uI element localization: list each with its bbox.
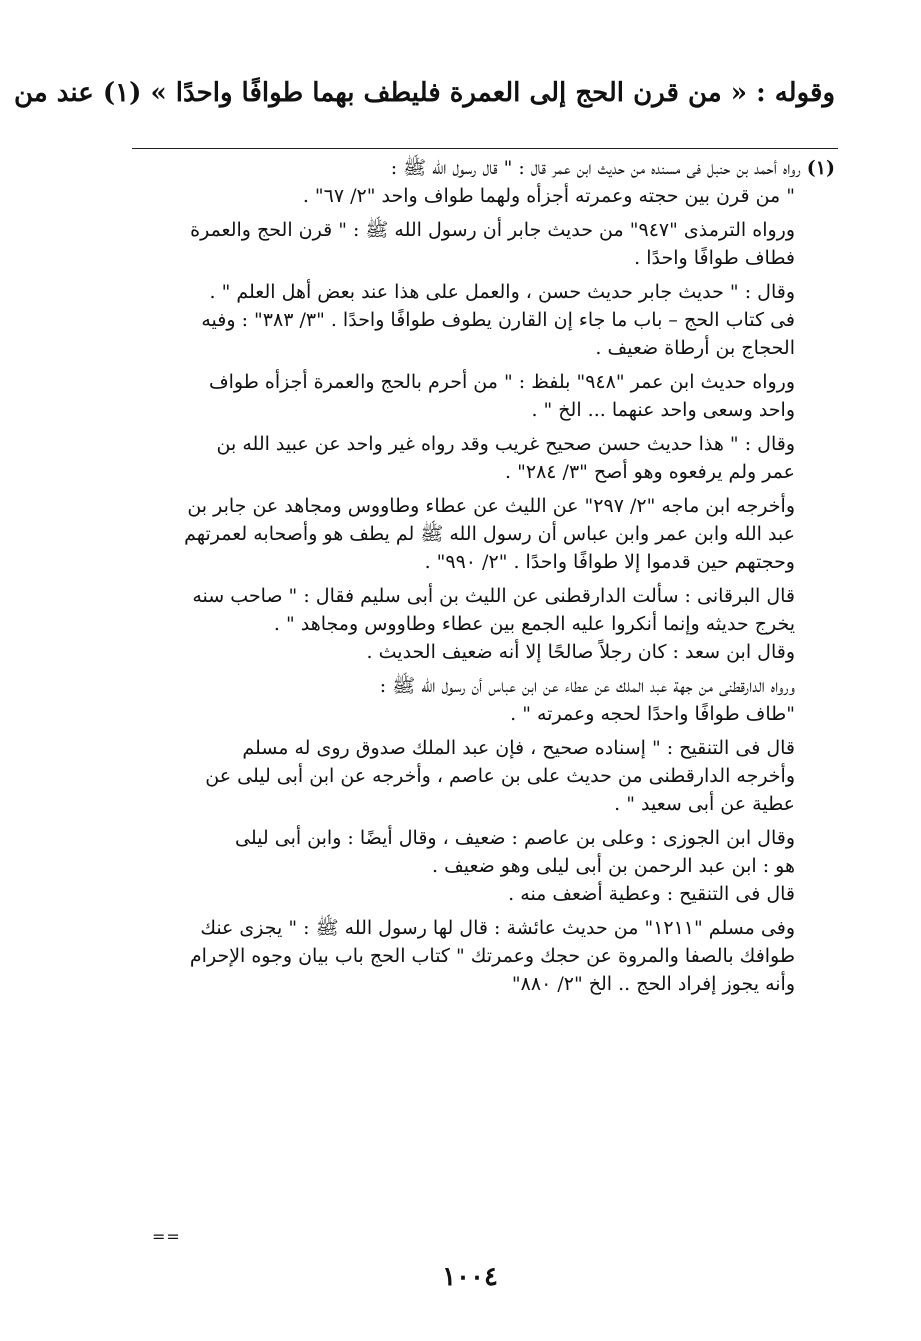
footnote-line: الحجاج بن أرطاة ضعيف . [595, 337, 795, 359]
footnote-line: قال فى التنقيح : " إسناده صحيح ، فإن عبد الملك صدوق روى له مسلم [242, 737, 795, 759]
footnote-line: هو : ابن عبد الرحمن بن أبى ليلى وهو ضعيف . [431, 855, 795, 877]
footnote-line: ورواه الترمذى "٩٤٧" من حديث جابر أن رسول الله ﷺ : " قرن الحج والعمرة [190, 219, 795, 241]
footnote-line: وأخرجه الدارقطنى من حديث على بن عاصم ، وأخرجه عن ابن أبى ليلى عن [205, 765, 795, 787]
footnote-line: يخرج حديثه وإنما أنكروا عليه الجمع بين عطاء وطاووس ومجاهد " . [273, 613, 795, 635]
footnote-line: وأنه يجوز إفراد الحج .. الخ "٢/ ٨٨٠" [511, 973, 795, 995]
footnote-line: قال فى التنقيح : وعطية أضعف منه . [508, 883, 795, 905]
footnote-line: واحد وسعى واحد عنهما ... الخ " . [531, 399, 795, 421]
footnote-line: وقال ابن الجوزى : وعلى بن عاصم : ضعيف ، وقال أيضًا : وابن أبى ليلى [235, 827, 795, 849]
footnote-line: وقال ابن سعد : كان رجلاً صالحًا إلا أنه ضعيف الحديث . [366, 641, 795, 663]
footnote-line-text: رواه أحمد بن حنبل فى مسنده من حديث ابن عمر قال : " قال رسول الله ﷺ : [390, 157, 801, 179]
footnote-line: عبد الله وابن عمر وابن عباس أن رسول الله ﷺ لم يطف هو وأصحابه لعمرتهم [184, 523, 795, 545]
page-number: ١٠٠٤ [442, 1262, 498, 1292]
footnote-line: وحجتهم حين قدموا إلا طوافًا واحدًا . "٢/ ٩٩٠" . [424, 551, 795, 573]
main-text-line: وقوله : « من قرن الحج إلى العمرة فليطف بهما طوافًا واحدًا » (١) عند من [14, 78, 835, 108]
footnote-line: وقال : " حديث جابر حديث حسن ، والعمل على هذا عند بعض أهل العلم " . [209, 281, 795, 303]
footnote-line: فطاف طوافًا واحدًا . [634, 247, 795, 269]
footnote-line: ورواه الدارقطنى من جهة عبد الملك عن عطاء عن ابن عباس أن رسول الله ﷺ : [379, 675, 795, 697]
footnote-line: قال البرقانى : سألت الدارقطنى عن الليث بن أبى سليم فقال : " صاحب سنه [192, 585, 795, 607]
footnote-separator [132, 148, 838, 149]
footnote-line: عمر ولم يرفعوه وهو أصح "٣/ ٢٨٤" . [505, 461, 795, 483]
footnote-line: وأخرجه ابن ماجه "٢/ ٢٩٧" عن الليث عن عطاء وطاووس ومجاهد عن جابر بن [187, 495, 795, 517]
footnote-line: وفى مسلم "١٢١١" من حديث عائشة : قال لها رسول الله ﷺ : " يجزى عنك [200, 917, 795, 939]
footnote-line: " من قرن بين حجته وعمرته أجزأه ولهما طواف واحد "٢/ ٦٧" . [302, 185, 795, 207]
footnote-line: ورواه حديث ابن عمر "٩٤٨" بلفظ : " من أحرم بالحج والعمرة أجزأه طواف [208, 371, 795, 393]
footnote-line: عطية عن أبى سعيد " . [614, 793, 795, 815]
footnote-line [95, 154, 835, 182]
footnote-line: وقال : " هذا حديث حسن صحيح غريب وقد رواه غير واحد عن عبيد الله بن [216, 433, 795, 455]
footnotes-block [95, 154, 835, 998]
continuation-mark: == [152, 1227, 181, 1246]
footnote-marker: (١) [806, 157, 835, 179]
footnote-line: "طاف طوافًا واحدًا لحجه وعمرته " . [510, 703, 795, 725]
footnote-line: طوافك بالصفا والمروة عن حجك وعمرتك " كتاب الحج باب بيان وجوه الإحرام [189, 945, 795, 967]
footnote-line: فى كتاب الحج – باب ما جاء إن القارن يطوف طوافًا واحدًا . "٣/ ٣٨٣" : وفيه [201, 309, 795, 331]
